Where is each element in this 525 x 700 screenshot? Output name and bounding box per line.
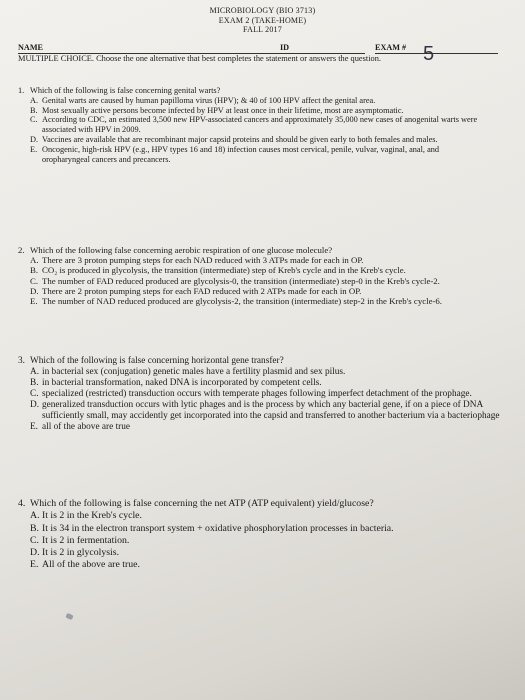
option-text: in bacterial transformation, naked DNA is incorporated by competent cells. — [42, 378, 322, 388]
option-d — [30, 400, 510, 422]
option-text: specialized (restricted) transduction occurs with temperate phages following imperfect detachment of the prophage. — [42, 389, 472, 399]
question-3 — [18, 356, 510, 433]
option-text: It is 2 in the Kreb's cycle. — [42, 510, 142, 522]
option-letter: A. — [30, 510, 40, 522]
option-letter: B. — [30, 522, 39, 534]
question-number: 1. — [18, 86, 25, 95]
name-label: NAME — [18, 43, 44, 52]
exam-number-label: EXAM # — [375, 43, 407, 52]
option-letter: B. — [30, 105, 38, 115]
option-text: It is 34 in the electron transport system + oxidative phosphorylation processes in bacteria. — [42, 522, 394, 534]
question-4 — [18, 498, 515, 572]
question-number: 3. — [18, 356, 25, 366]
question-1 — [18, 86, 485, 164]
option-c — [30, 276, 498, 286]
option-letter: A. — [30, 367, 40, 377]
question-stem: Which of the following is false concerning genital warts? — [30, 86, 221, 95]
option-text: Oncogenic, high-risk HPV (e.g., HPV types 16 and 18) infection causes most cervical, penile, vulvar, vaginal, anal, and oropharyngeal cancers and precancers. — [42, 144, 440, 164]
option-b — [30, 523, 515, 535]
option-e — [30, 145, 485, 165]
option-letter: D. — [30, 547, 40, 559]
question-stem: Which of the following is false concerning horizontal gene transfer? — [30, 356, 284, 366]
id-label: ID — [280, 43, 290, 52]
option-letter: D. — [30, 134, 39, 144]
option-letter: C. — [30, 115, 38, 125]
question-number: 2. — [18, 245, 25, 255]
course-title: MICROBIOLOGY (BIO 3713) — [209, 6, 316, 15]
option-text: It is 2 in glycolysis. — [42, 547, 120, 559]
option-text: All of the above are true. — [42, 559, 140, 571]
option-letter: B. — [30, 265, 39, 276]
option-letter: E. — [30, 144, 38, 154]
option-letter: E. — [30, 422, 39, 432]
option-text: According to CDC, an estimated 3,500 new HPV-associated cancers and approximately 35,000 new cases of anogenital warts were associated with HPV in 2009. — [42, 115, 478, 135]
option-text: There are 2 proton pumping steps for each FAD reduced with 2 ATPs made for each in OP. — [42, 285, 362, 296]
option-d — [30, 286, 498, 296]
exam-term: FALL 2017 — [243, 25, 282, 34]
option-letter: D. — [30, 285, 39, 296]
option-text: Genital warts are caused by human papilloma virus (HPV); & 40 of 100 HPV affect the genital area. — [42, 95, 376, 105]
option-c — [30, 535, 515, 547]
option-e — [30, 296, 498, 306]
option-letter: C. — [30, 534, 39, 546]
option-letter: D. — [30, 400, 40, 410]
option-letter: E. — [30, 559, 39, 571]
question-2 — [18, 245, 498, 307]
option-b — [30, 378, 510, 389]
option-a — [30, 255, 498, 265]
exam-title: EXAM 2 (TAKE-HOME) — [218, 15, 307, 25]
option-a — [30, 510, 515, 522]
option-text: Most sexually active persons become infected by HPV at least once in their lifetime, most are asymptomatic. — [42, 105, 404, 115]
option-b — [30, 106, 485, 116]
option-letter: A. — [30, 255, 39, 266]
option-c — [30, 389, 510, 400]
exam-header — [0, 6, 525, 35]
instructions: MULTIPLE CHOICE. Choose the one alternative that best completes the statement or answers the question. — [18, 54, 381, 63]
question-number: 4. — [18, 498, 26, 509]
option-text: It is 2 in fermentation. — [42, 534, 130, 546]
option-text: in bacterial sex (conjugation) genetic males have a fertility plasmid and sex pilus. — [42, 367, 346, 377]
option-d — [30, 135, 485, 145]
option-text: generalized transduction occurs with lytic phages and is the process by which any bacterial gene, if on a piece of DNA sufficiently small, may accidently get incorporated into the capsid and transferred to another bacterium via a bacteriophage — [42, 400, 500, 421]
option-text: The number of FAD reduced produced are glycolysis-0, the transition (intermediate) step-0 in the Kreb's cycle-2. — [42, 275, 440, 286]
option-text: There are 3 proton pumping steps for each NAD reduced with 3 ATPs made for each in OP. — [42, 255, 364, 266]
question-stem: Which of the following false concerning aerobic respiration of one glucose molecule? — [30, 245, 333, 255]
option-text: Vaccines are available that are recombinant major capsid proteins and should be given early to both females and males. — [42, 134, 438, 144]
option-text: The number of NAD reduced produced are glycolysis-2, the transition (intermediate) step-2 in the Kreb's cycle-6. — [42, 296, 442, 307]
option-letter: B. — [30, 378, 39, 388]
option-text: all of the above are true — [42, 422, 131, 432]
option-e — [30, 422, 510, 433]
option-d — [30, 547, 515, 559]
option-a — [30, 96, 485, 106]
option-letter: E. — [30, 296, 38, 307]
pen-mark — [65, 613, 73, 620]
option-c — [30, 115, 485, 135]
option-e — [30, 559, 515, 571]
option-a — [30, 367, 510, 378]
option-b — [30, 265, 498, 275]
exam-number-handwritten: 5 — [423, 43, 435, 65]
option-letter: C. — [30, 275, 39, 286]
question-stem: Which of the following is false concerning the net ATP (ATP equivalent) yield/glucose? — [30, 498, 374, 509]
option-text: CO₂ is produced in glycolysis, the transition (intermediate) step of Kreb's cycle and in the Kreb's cycle. — [42, 265, 406, 276]
option-letter: A. — [30, 95, 39, 105]
option-letter: C. — [30, 389, 39, 399]
